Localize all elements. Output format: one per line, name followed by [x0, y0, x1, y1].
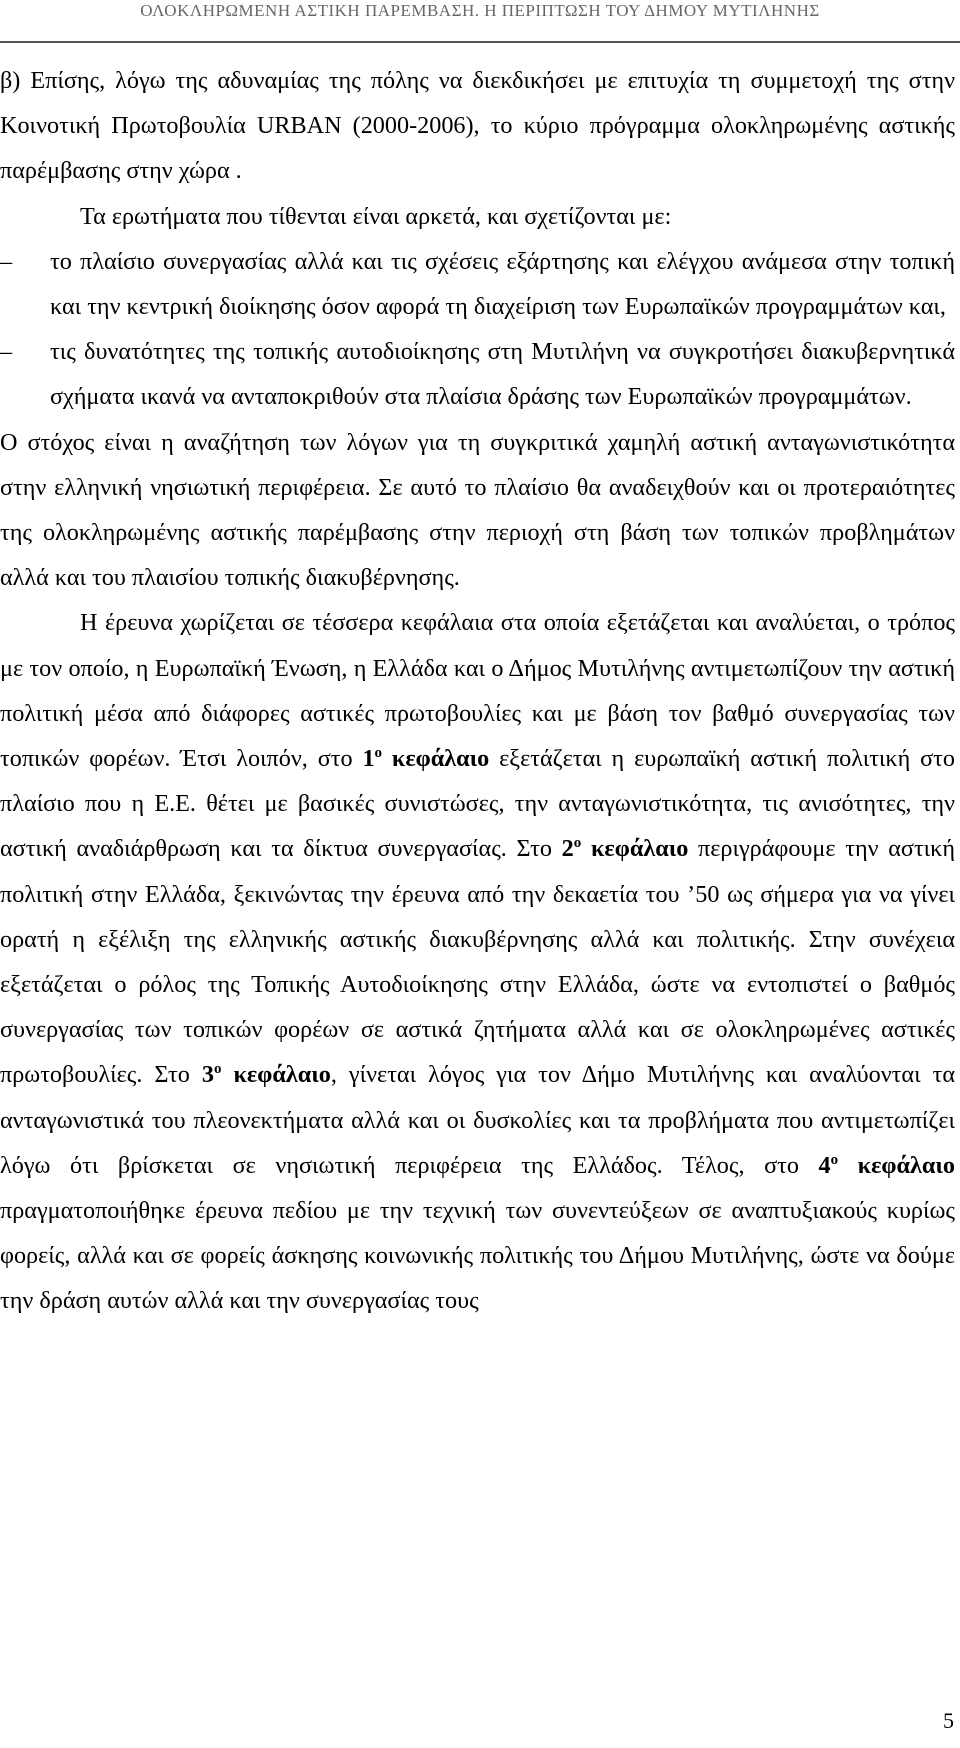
chapter-ref-1: $1^o$ κεφάλαιο — [362, 744, 490, 773]
bullet-text: τις δυνατότητες της τοπικής αυτοδιοίκησης στη Μυτιλήνη να συγκροτήσει διακυβερνητικά σχήματα ικανά να ανταποκριθούν στα πλαίσια δράσης των Ευρωπαϊκών προγραμμάτων. — [50, 338, 955, 411]
bullet-dash: – — [0, 247, 13, 275]
paragraph-b: β) Επίσης, λόγω της αδυναμίας της πόλης να διεκδικήσει με επιτυχία τη συμμετοχή της στην Κοινοτική Πρωτοβουλία URBAN (2000-2006), το κύριο πρόγραμμα ολοκληρωμένης αστικής παρέμβασης στην χώρα . — [0, 67, 955, 185]
chapter-ref-4: $4^o$ κεφάλαιο — [818, 1151, 956, 1179]
bullet-text: το πλαίσιο συνεργασίας αλλά και τις σχέσεις εξάρτησης και ελέγχου ανάμεσα στην τοπική και την κεντρική διοίκησης όσον αφορά τη διαχείριση των Ευρωπαϊκών προγραμμάτων και, — [50, 247, 955, 321]
bullet-dash: – — [0, 338, 13, 366]
running-header — [0, 0, 960, 22]
goal-paragraph: Ο στόχος είναι η αναζήτηση των λόγων για τη συγκριτικά χαμηλή αστική ανταγωνιστικότητα στην ελληνική νησιωτική περιφέρεια. Σε αυτό το πλαίσιο θα αναδειχθούν και οι προτεραιότητες της ολοκληρωμένης αστικής παρέμβασης στην περιοχή στη βάση των τοπικών προβλημάτων αλλά και του πλαισίου τοπικής διακυβέρνησης. — [0, 428, 955, 592]
research-text: Η έρευνα χωρίζεται σε τέσσερα κεφάλαια στα οποία εξετάζεται και αναλύεται, ο τρόπος με τον οποίο, η Ευρωπαϊκή Ένωση, η Ελλάδα και ο Δήμος Μυτιλήνης αντιμετωπίζουν την αστική πολιτική μέσα από διάφορες αστικές πρωτοβουλίες και με βάση τον βαθμό συνεργασίας των τοπικών φορέων. Έτσι λοιπόν, στο — [0, 609, 955, 773]
research-text: , γίνεται λόγος για τον Δήμο Μυτιλήνης και αναλύονται τα ανταγωνιστικά του πλεονεκτήματα αλλά και οι δυσκολίες και τα προβλήματα που αντιμετωπίζει λόγω ότι βρίσκεται σε νησιωτική περιφέρεια της Ελλάδος. Τέλος, στο — [0, 1061, 955, 1179]
chapter-ref-2: $2^o$ κεφάλαιο — [561, 835, 689, 863]
chapter-ref-3: $3^o$ κεφάλαιο — [201, 1061, 331, 1089]
document-body — [0, 58, 955, 1324]
questions-intro: Τα ερωτήματα που τίθενται είναι αρκετά, και σχετίζονται με: — [80, 202, 672, 230]
research-paragraph — [0, 600, 955, 1323]
bullet-item-cooperation — [0, 239, 955, 329]
header-rule — [0, 41, 960, 43]
research-text: εξετάζεται η ευρωπαϊκή αστική πολιτική στο πλαίσιο που η Ε.Ε. θέτει με βασικές συνιστώσες, την ανταγωνιστικότητα, τις ανισότητες, την αστική αναδιάρθρωση και τα δίκτυα συνεργασίας. Στο — [0, 745, 955, 863]
research-text: περιγράφουμε την αστική πολιτική στην Ελλάδα, ξεκινώντας την έρευνα από την δεκαετία του ’50 ως σήμερα για να γίνει ορατή η εξέλιξη της ελληνικής αστικής διακυβέρνησης αλλά και πολιτικής. Στην συνέχεια εξετάζεται ο ρόλος της Τοπικής Αυτοδιοίκησης στην Ελλάδα, ώστε να εντοπιστεί ο βαθμός συνεργασίας των τοπικών φορέων σε αστικά ζητήματα αλλά και σε ολοκληρωμένες αστικές πρωτοβουλίες. Στο — [0, 835, 956, 1089]
running-header-title: ΟΛΟΚΛΗΡΩΜΕΝΗ ΑΣΤΙΚΗ ΠΑΡΕΜΒΑΣΗ. Η ΠΕΡΙΠΤΩΣΗ ΤΟΥ ΔΗΜΟΥ ΜΥΤΙΛΗΝΗΣ — [140, 1, 820, 20]
research-text: πραγματοποιήθηκε έρευνα πεδίου με την τεχνική των συνεντεύξεων σε αναπτυξιακούς κυρίως φορείς, αλλά και σε φορείς άσκησης κοινωνικής πολιτικής του Δήμου Μυτιλήνης, ώστε να δούμε την δράση αυτών αλλά και την συνεργασίας τους — [0, 1197, 955, 1315]
bullet-item-capabilities — [0, 329, 955, 419]
page-number: 5 — [943, 1708, 954, 1733]
